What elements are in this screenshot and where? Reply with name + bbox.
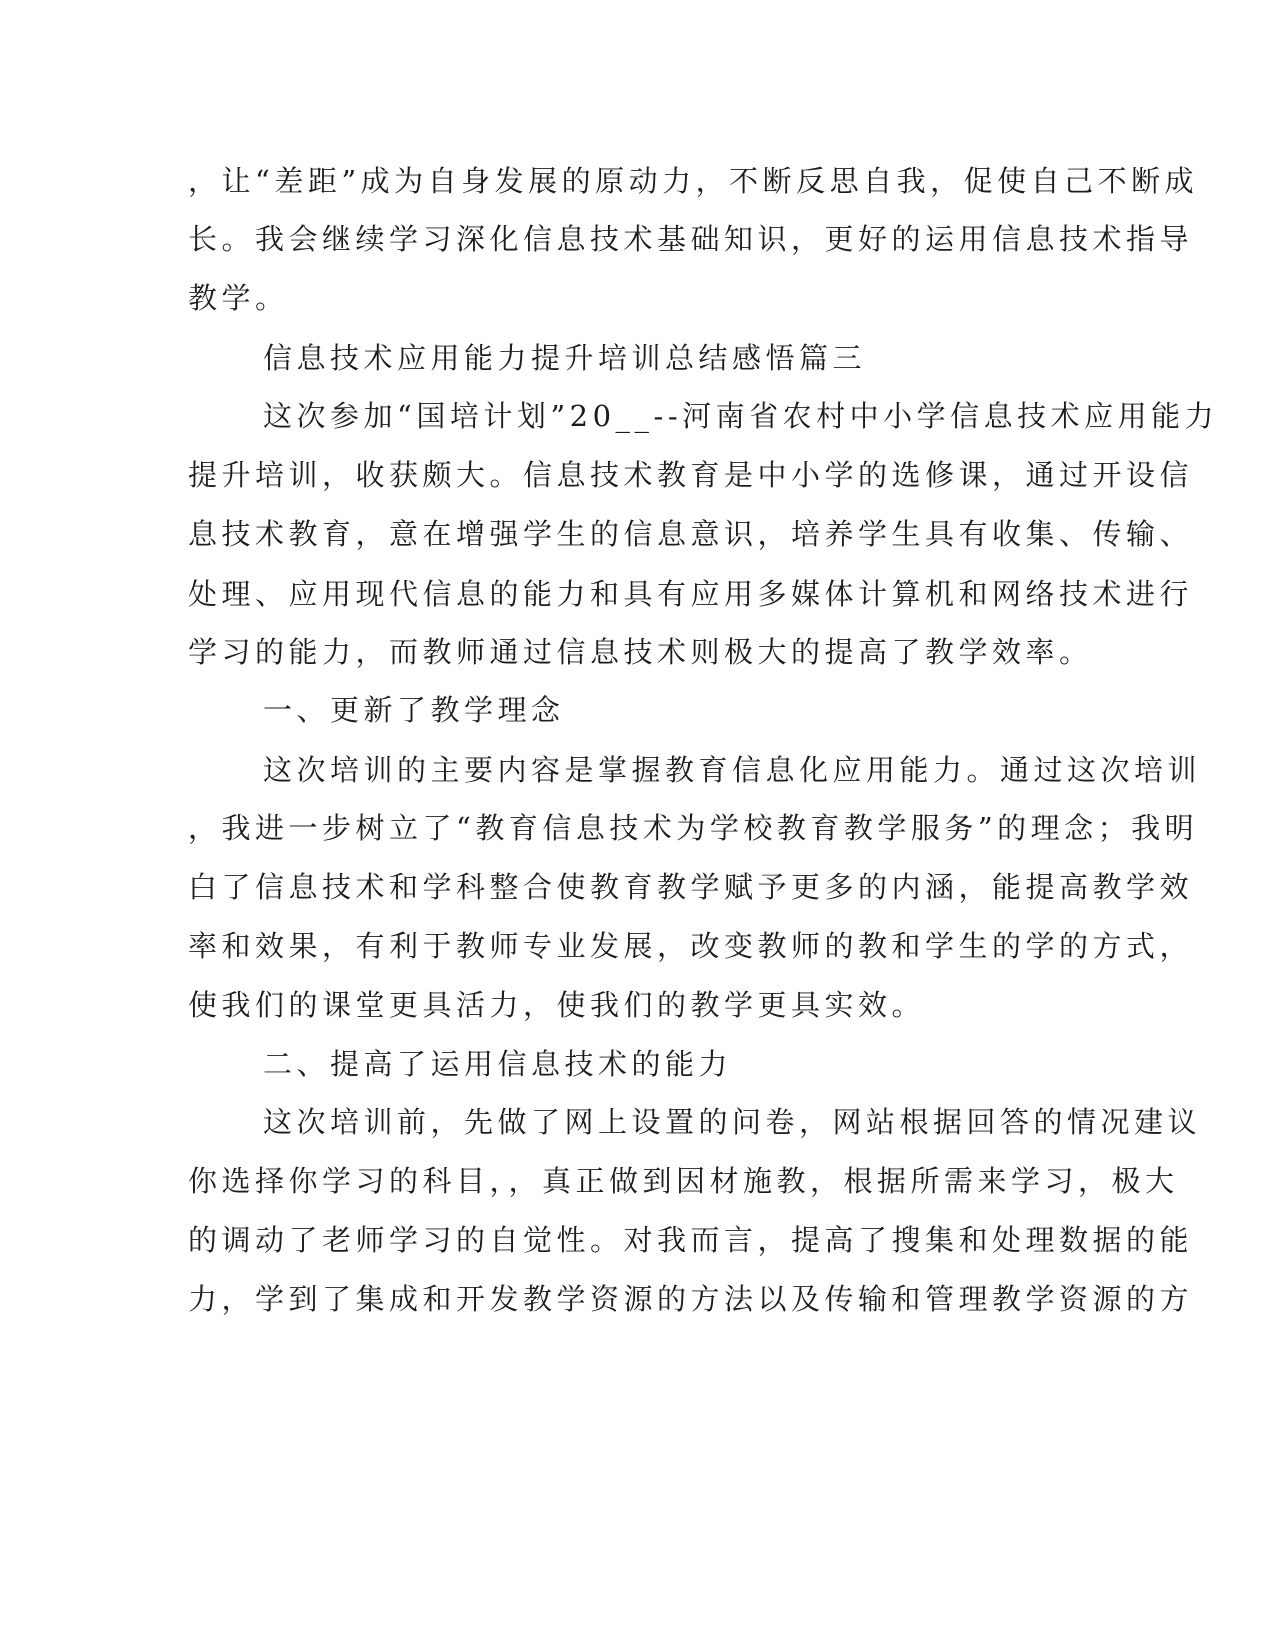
- paragraph-line: 你选择你学习的科目，，真正做到因材施教，根据所需来学习，极大: [188, 1164, 1179, 1198]
- paragraph-line: 这次培训的主要内容是掌握教育信息化应用能力。通过这次培训: [263, 753, 1202, 787]
- section-heading: 二、提高了运用信息技术的能力: [263, 1047, 733, 1081]
- paragraph-line: 使我们的课堂更具活力，使我们的教学更具实效。: [188, 988, 926, 1022]
- section-title: 信息技术应用能力提升培训总结感悟篇三: [263, 341, 867, 375]
- paragraph-line: 长。我会继续学习深化信息技术基础知识，更好的运用信息技术指导: [188, 222, 1194, 256]
- paragraph-line: 这次参加“国培计划”20__--河南省农村中小学信息技术应用能力: [263, 399, 1219, 433]
- paragraph-line: 息技术教育，意在增强学生的信息意识，培养学生具有收集、传输、: [188, 517, 1194, 551]
- paragraph-line: 教学。: [188, 281, 289, 315]
- paragraph-line: 处理、应用现代信息的能力和具有应用多媒体计算机和网络技术进行: [188, 577, 1194, 611]
- paragraph-line: ，让“差距”成为自身发展的原动力，不断反思自我，促使自己不断成: [188, 164, 1199, 198]
- paragraph-line: 白了信息技术和学科整合使教育教学赋予更多的内涵，能提高教学效: [188, 870, 1194, 904]
- paragraph-line: ，我进一步树立了“教育信息技术为学校教育教学服务”的理念；我明: [188, 811, 1199, 845]
- paragraph-line: 力，学到了集成和开发教学资源的方法以及传输和管理教学资源的方: [188, 1282, 1194, 1316]
- section-heading: 一、更新了教学理念: [263, 693, 565, 727]
- paragraph-line: 率和效果，有利于教师专业发展，改变教师的教和学生的学的方式，: [188, 929, 1194, 963]
- paragraph-line: 这次培训前，先做了网上设置的问卷，网站根据回答的情况建议: [263, 1105, 1202, 1139]
- paragraph-line: 的调动了老师学习的自觉性。对我而言，提高了搜集和处理数据的能: [188, 1223, 1194, 1257]
- paragraph-line: 提升培训，收获颇大。信息技术教育是中小学的选修课，通过开设信: [188, 458, 1194, 492]
- paragraph-line: 学习的能力，而教师通过信息技术则极大的提高了教学效率。: [188, 635, 1093, 669]
